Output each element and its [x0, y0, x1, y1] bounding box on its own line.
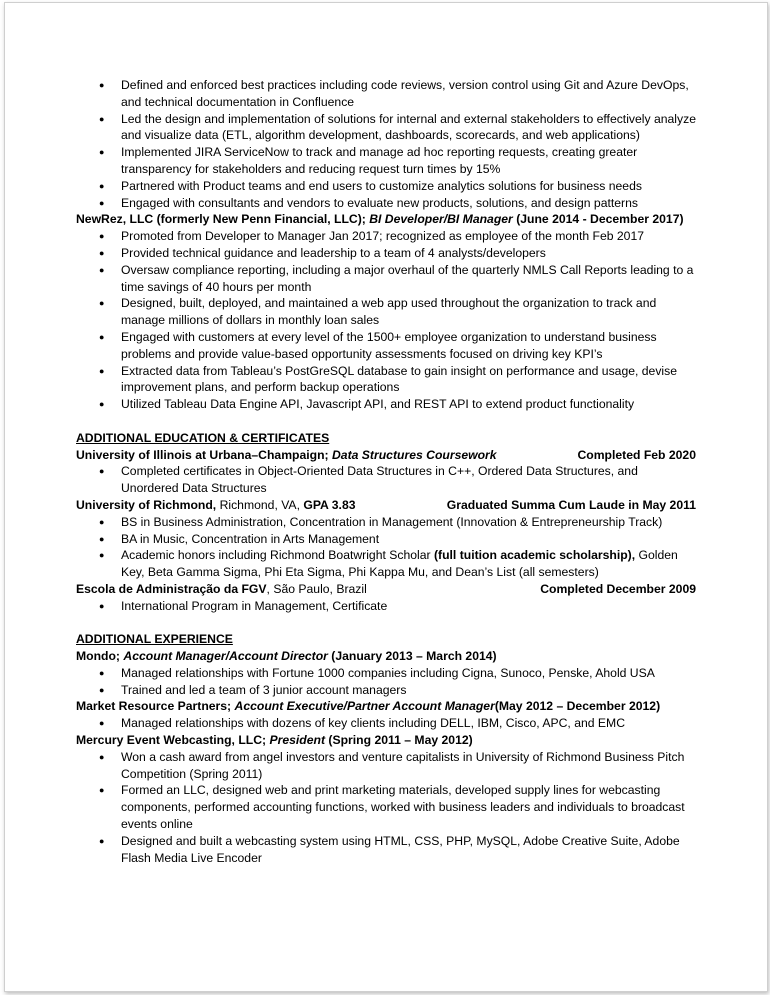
mondo-job-header	[76, 648, 696, 665]
list-item: ● Provided technical guidance and leadership to a team of 4 analysts/developers	[76, 245, 696, 262]
company-name: NewRez, LLC (formerly New Penn Financial, LLC);	[76, 212, 370, 227]
school-name: University of Richmond,	[76, 497, 217, 512]
school-name: Escola de Administração da FGV	[76, 581, 267, 596]
completion-status: Completed Feb 2020	[577, 447, 696, 462]
list-item	[76, 547, 696, 581]
uiuc-header	[76, 447, 696, 464]
list-item: ● Won a cash award from angel investors and venture capitalists in University of Richmond Business Pitch Competition (Spring 2011)	[76, 749, 696, 783]
list-item: ● BA in Music, Concentration in Arts Management	[76, 531, 696, 548]
gpa: GPA 3.83	[303, 497, 356, 512]
job-dates: (Spring 2011 – May 2012)	[325, 733, 473, 748]
graduation-status: Graduated Summa Cum Laude in May 2011	[446, 497, 696, 512]
resume-content	[76, 77, 696, 866]
list-item: ● Designed, built, deployed, and maintained a web app used throughout the organization to track and manage millions of dollars in monthly loan sales	[76, 295, 696, 329]
list-item: ● Promoted from Developer to Manager Jan 2017; recognized as employee of the month Feb 2017	[76, 228, 696, 245]
list-item: ● Engaged with customers at every level of the 1500+ employee organization to understand business problems and provide value-based opportunity assessments focused on driving key KPI’s	[76, 329, 696, 363]
program-name: Data Structures Coursework	[332, 447, 497, 462]
list-item: ● Managed relationships with dozens of key clients including DELL, IBM, Cisco, APC, and EMC	[76, 715, 696, 732]
list-item: ● International Program in Management, Certificate	[76, 598, 696, 615]
job-dates: (May 2012 – December 2012)	[494, 699, 661, 714]
experience-heading: ADDITIONAL EXPERIENCE	[76, 632, 233, 647]
uiuc-bullets	[76, 463, 696, 497]
list-item: ● BS in Business Administration, Concentration in Management (Innovation & Entrepreneurship Track)	[76, 514, 696, 531]
job-title: Account Executive/Partner Account Manager	[234, 699, 495, 714]
school-location: , São Paulo, Brazil	[266, 581, 367, 596]
company-name: Mondo;	[76, 649, 124, 664]
honors-text: Academic honors including Richmond Boatwright Scholar	[121, 548, 434, 563]
newrez-job-header	[76, 211, 696, 228]
company-name: Market Resource Partners;	[76, 699, 235, 714]
mrp-job-header	[76, 698, 696, 715]
fgv-header	[76, 581, 696, 598]
list-item: ● Oversaw compliance reporting, including a major overhaul of the quarterly NMLS Call Reports leading to a time savings of 40 hours per month	[76, 262, 696, 296]
list-item: ● Formed an LLC, designed web and print marketing materials, developed supply lines for webcasting components, performed accounting functions, worked with business leaders and individuals to broadcast events online	[76, 782, 696, 832]
list-item: ● Defined and enforced best practices including code reviews, version control using Git and Azure DevOps, and technical documentation in Confluence	[76, 77, 696, 111]
job-title: BI Developer/BI Manager	[369, 212, 513, 227]
list-item: ● Extracted data from Tableau’s PostGreSQL database to gain insight on performance and usage, devise improvement plans, and perform backup operations	[76, 363, 696, 397]
list-item: ● Designed and built a webcasting system using HTML, CSS, PHP, MySQL, Adobe Creative Suite, Adobe Flash Media Live Encoder	[76, 833, 696, 867]
mrp-bullets	[76, 715, 696, 732]
job-title: Account Manager/Account Director	[123, 649, 328, 664]
newrez-bullets	[76, 228, 696, 413]
list-item: ● Implemented JIRA ServiceNow to track and manage ad hoc reporting requests, creating greater transparency for stakeholders and reducing request turn times by 15%	[76, 144, 696, 178]
mercury-bullets	[76, 749, 696, 867]
completion-status: Completed December 2009	[540, 581, 696, 596]
list-item: ● Led the design and implementation of solutions for internal and external stakeholders to effectively analyze and visualize data (ETL, algorithm development, dashboards, scorecards, and web applications)	[76, 111, 696, 145]
job-dates: (January 2013 – March 2014)	[327, 649, 497, 664]
resume-page	[4, 2, 768, 992]
mondo-bullets	[76, 665, 696, 699]
list-item: ● Completed certificates in Object-Oriented Data Structures in C++, Ordered Data Structures, and Unordered Data Structures	[76, 463, 696, 497]
school-name: University of Illinois at Urbana–Champaign;	[76, 447, 332, 462]
richmond-header	[76, 497, 696, 514]
richmond-bullets	[76, 514, 696, 581]
job-dates: (June 2014 - December 2017)	[512, 212, 684, 227]
company-name: Mercury Event Webcasting, LLC;	[76, 733, 270, 748]
honors-scholarship: (full tuition academic scholarship),	[433, 548, 636, 563]
honors-list: Golden Key, Beta Gamma Sigma, Phi Eta Sigma, Phi Kappa Mu, and Dean’s List (all semesters)	[121, 548, 678, 580]
list-item: ● Partnered with Product teams and end users to customize analytics solutions for business needs	[76, 178, 696, 195]
list-item: ● Trained and led a team of 3 junior account managers	[76, 682, 696, 699]
education-heading: ADDITIONAL EDUCATION & CERTIFICATES	[76, 430, 330, 445]
list-item: ● Engaged with consultants and vendors to evaluate new products, solutions, and design patterns	[76, 195, 696, 212]
job-top-bullets	[76, 77, 696, 211]
list-item: ● Utilized Tableau Data Engine API, Javascript API, and REST API to extend product functionality	[76, 396, 696, 413]
fgv-bullets	[76, 598, 696, 615]
mercury-job-header	[76, 732, 696, 749]
school-location: Richmond, VA,	[216, 497, 304, 512]
job-title: President	[269, 733, 326, 748]
list-item: ● Managed relationships with Fortune 1000 companies including Cigna, Sunoco, Penske, Ahold USA	[76, 665, 696, 682]
